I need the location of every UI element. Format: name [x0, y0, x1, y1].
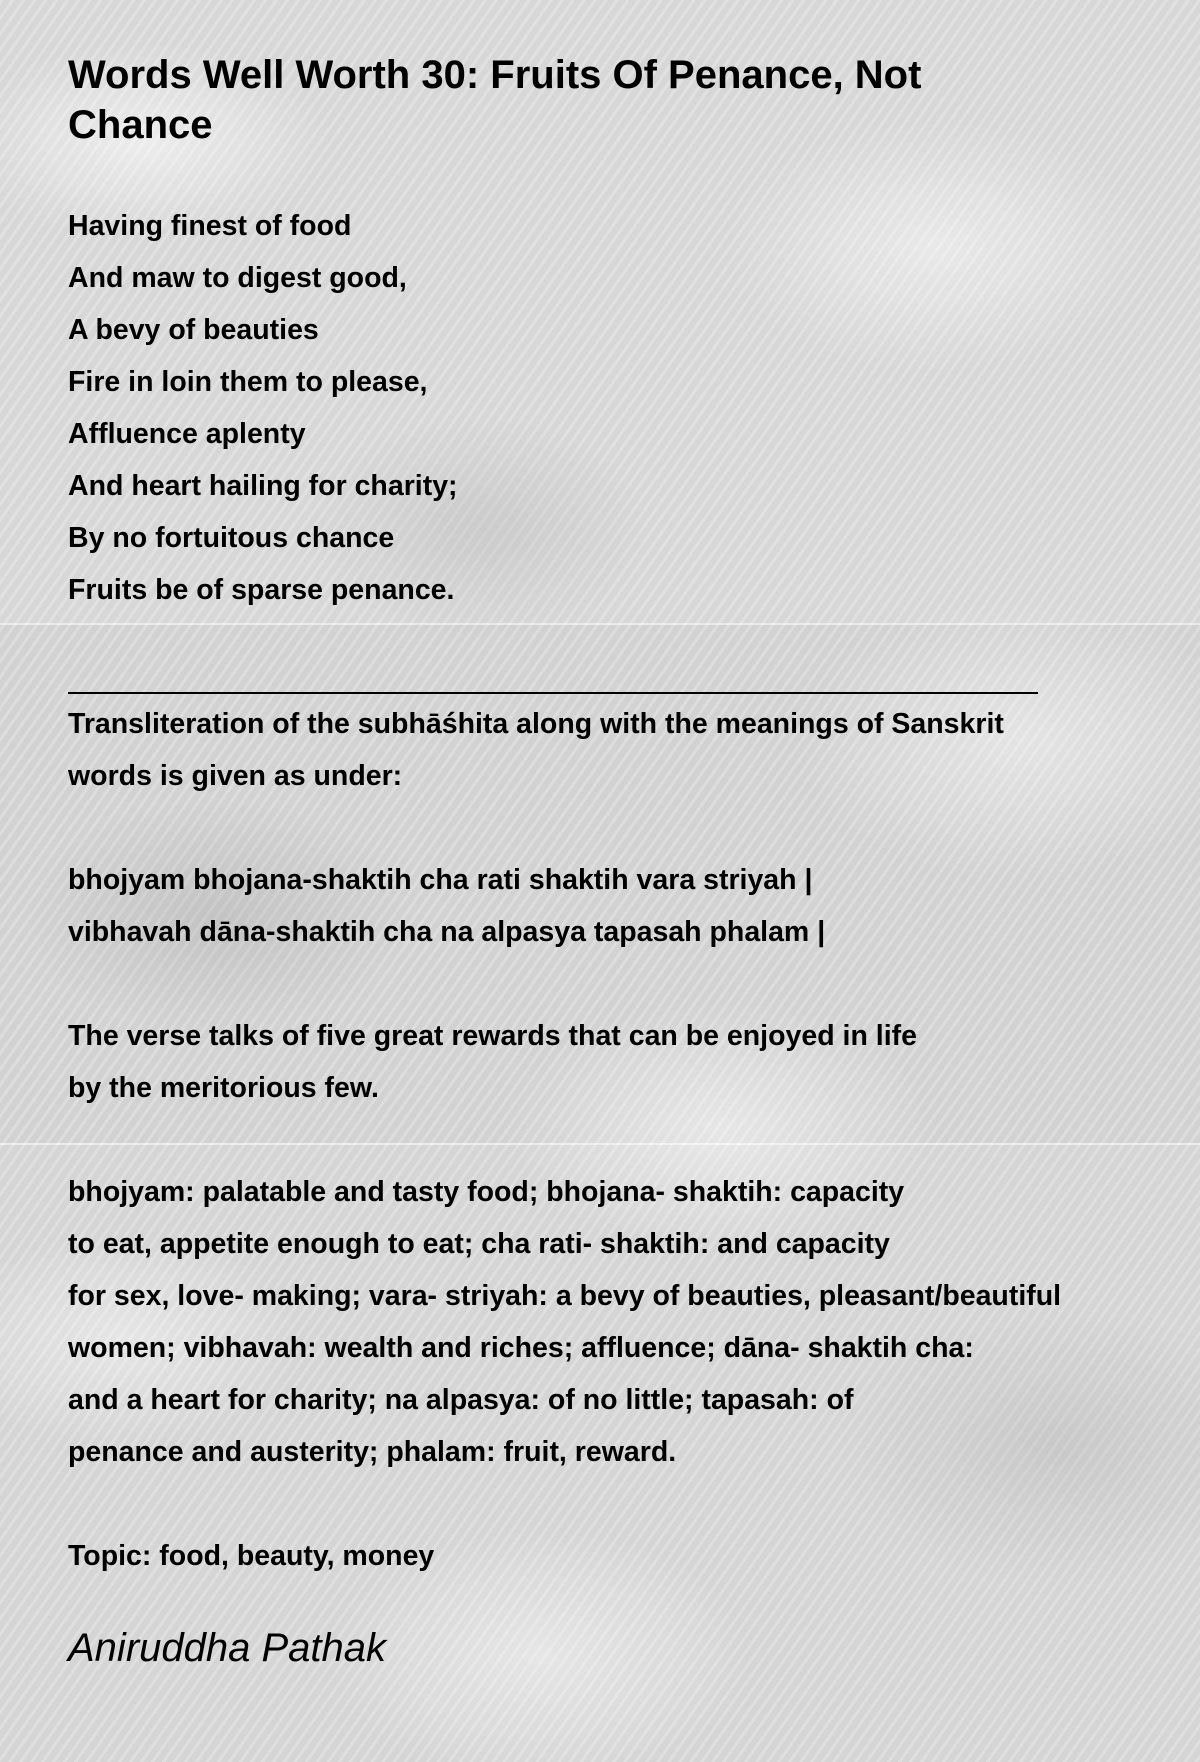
poem-line: Affluence aplenty [68, 418, 306, 450]
transliteration-intro [68, 698, 1188, 802]
intro-line: Transliteration of the subhāśhita along with the meanings of Sanskrit [68, 708, 1004, 740]
spacer [68, 958, 1188, 1010]
glossary-line: bhojyam: palatable and tasty food; bhojana- shaktih: capacity [68, 1176, 905, 1208]
poem-line: And heart hailing for charity; [68, 470, 458, 502]
poem-line: Fire in loin them to please, [68, 366, 428, 398]
glossary-line: penance and austerity; phalam: fruit, reward. [68, 1436, 677, 1468]
horizontal-rule [68, 668, 1188, 698]
sanskrit-verse [68, 854, 1188, 958]
spacer [68, 616, 1188, 668]
topic-line: Topic: food, beauty, money [68, 1540, 435, 1572]
glossary-line: to eat, appetite enough to eat; cha rati- shaktih: and capacity [68, 1228, 890, 1260]
spacer [68, 802, 1188, 854]
poem-title: Words Well Worth 30: Fruits Of Penance, Not Chance [68, 53, 922, 147]
glossary-line: women; vibhavah: wealth and riches; affluence; dāna- shaktih cha: [68, 1332, 974, 1364]
poem-card [68, 50, 1188, 1676]
glossary [68, 1166, 1188, 1478]
verse-line: bhojyam bhojana-shaktih cha rati shaktih vara striyah | [68, 864, 813, 896]
poem-line: A bevy of beauties [68, 314, 319, 346]
explanation-line: The verse talks of five great rewards that can be enjoyed in life [68, 1020, 917, 1052]
poem-line: By no fortuitous chance [68, 522, 395, 554]
glossary-line: for sex, love- making; vara- striyah: a bevy of beauties, pleasant/beautiful [68, 1280, 1062, 1312]
poem-line: And maw to digest good, [68, 262, 407, 294]
verse-explanation [68, 1010, 1188, 1114]
spacer [68, 1114, 1188, 1166]
poem-line: Fruits be of sparse penance. [68, 574, 455, 606]
author-name: Aniruddha Pathak [68, 1626, 387, 1670]
verse-line: vibhavah dāna-shaktih cha na alpasya tapasah phalam | [68, 916, 826, 948]
spacer [68, 1478, 1188, 1530]
explanation-line: by the meritorious few. [68, 1072, 379, 1104]
poem-line: Having finest of food [68, 210, 352, 242]
glossary-line: and a heart for charity; na alpasya: of no little; tapasah: of [68, 1384, 854, 1416]
poem-stanza [68, 200, 1188, 616]
intro-line: words is given as under: [68, 760, 403, 792]
